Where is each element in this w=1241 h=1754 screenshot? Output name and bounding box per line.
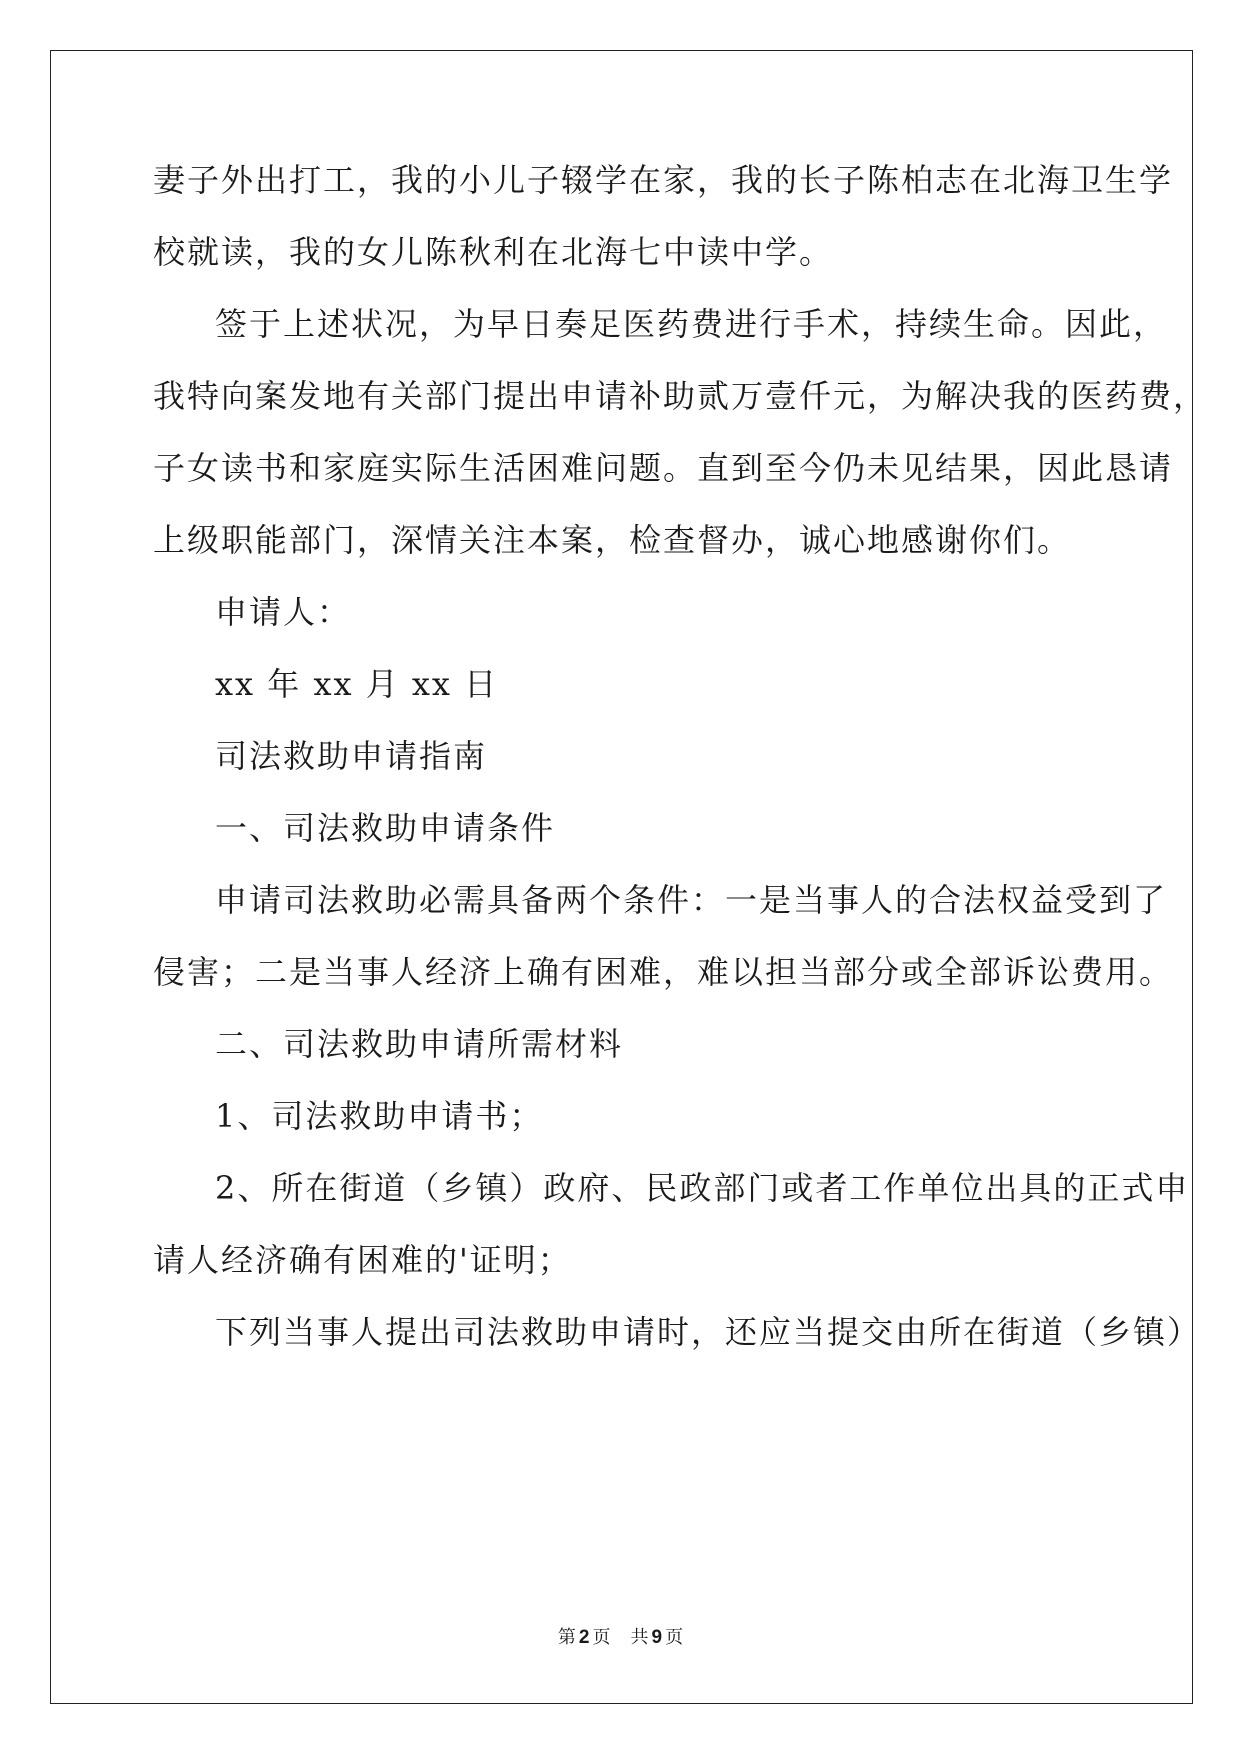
list-item: 2、所在街道（乡镇）政府、民政部门或者工作单位出具的正式申 [215, 1169, 1190, 1207]
section-heading: 一、司法救助申请条件 [215, 809, 556, 847]
body-line: 上级职能部门，深情关注本案，检查督办，诚心地感谢你们。 [153, 521, 1072, 559]
total-suffix: 页 [665, 1627, 684, 1648]
date-line: xx 年 xx 月 xx 日 [215, 665, 499, 703]
applicant-label: 申请人： [215, 593, 352, 631]
section-heading: 二、司法救助申请所需材料 [215, 1025, 624, 1063]
page-suffix: 页 [592, 1627, 611, 1648]
body-line: 签于上述状况，为早日奏足医药费进行手术，持续生命。因此， [215, 305, 1168, 343]
body-line: 请人经济确有困难的'证明； [153, 1241, 572, 1279]
current-page-number: 2 [578, 1627, 590, 1648]
body-line: 妻子外出打工，我的小儿子辍学在家，我的长子陈柏志在北海卫生学 [153, 161, 1174, 199]
body-line: 我特向案发地有关部门提出申请补助贰万壹仟元，为解决我的医药费， [153, 377, 1208, 415]
total-prefix: 共 [630, 1627, 649, 1648]
section-title: 司法救助申请指南 [215, 737, 488, 775]
body-line: 子女读书和家庭实际生活困难问题。直到至今仍未见结果，因此恳请 [153, 449, 1174, 487]
body-line: 申请司法救助必需具备两个条件：一是当事人的合法权益受到了 [215, 881, 1168, 919]
body-line: 下列当事人提出司法救助申请时，还应当提交由所在街道（乡镇） [215, 1313, 1202, 1351]
page-border [50, 50, 1193, 1704]
page-prefix: 第 [557, 1627, 576, 1648]
total-pages-number: 9 [651, 1627, 663, 1648]
list-item: 1、司法救助申请书； [215, 1097, 544, 1135]
body-line: 校就读，我的女儿陈秋利在北海七中读中学。 [153, 233, 834, 271]
body-line: 侵害；二是当事人经济上确有困难，难以担当部分或全部诉讼费用。 [153, 953, 1174, 991]
page-footer [0, 1626, 1241, 1650]
